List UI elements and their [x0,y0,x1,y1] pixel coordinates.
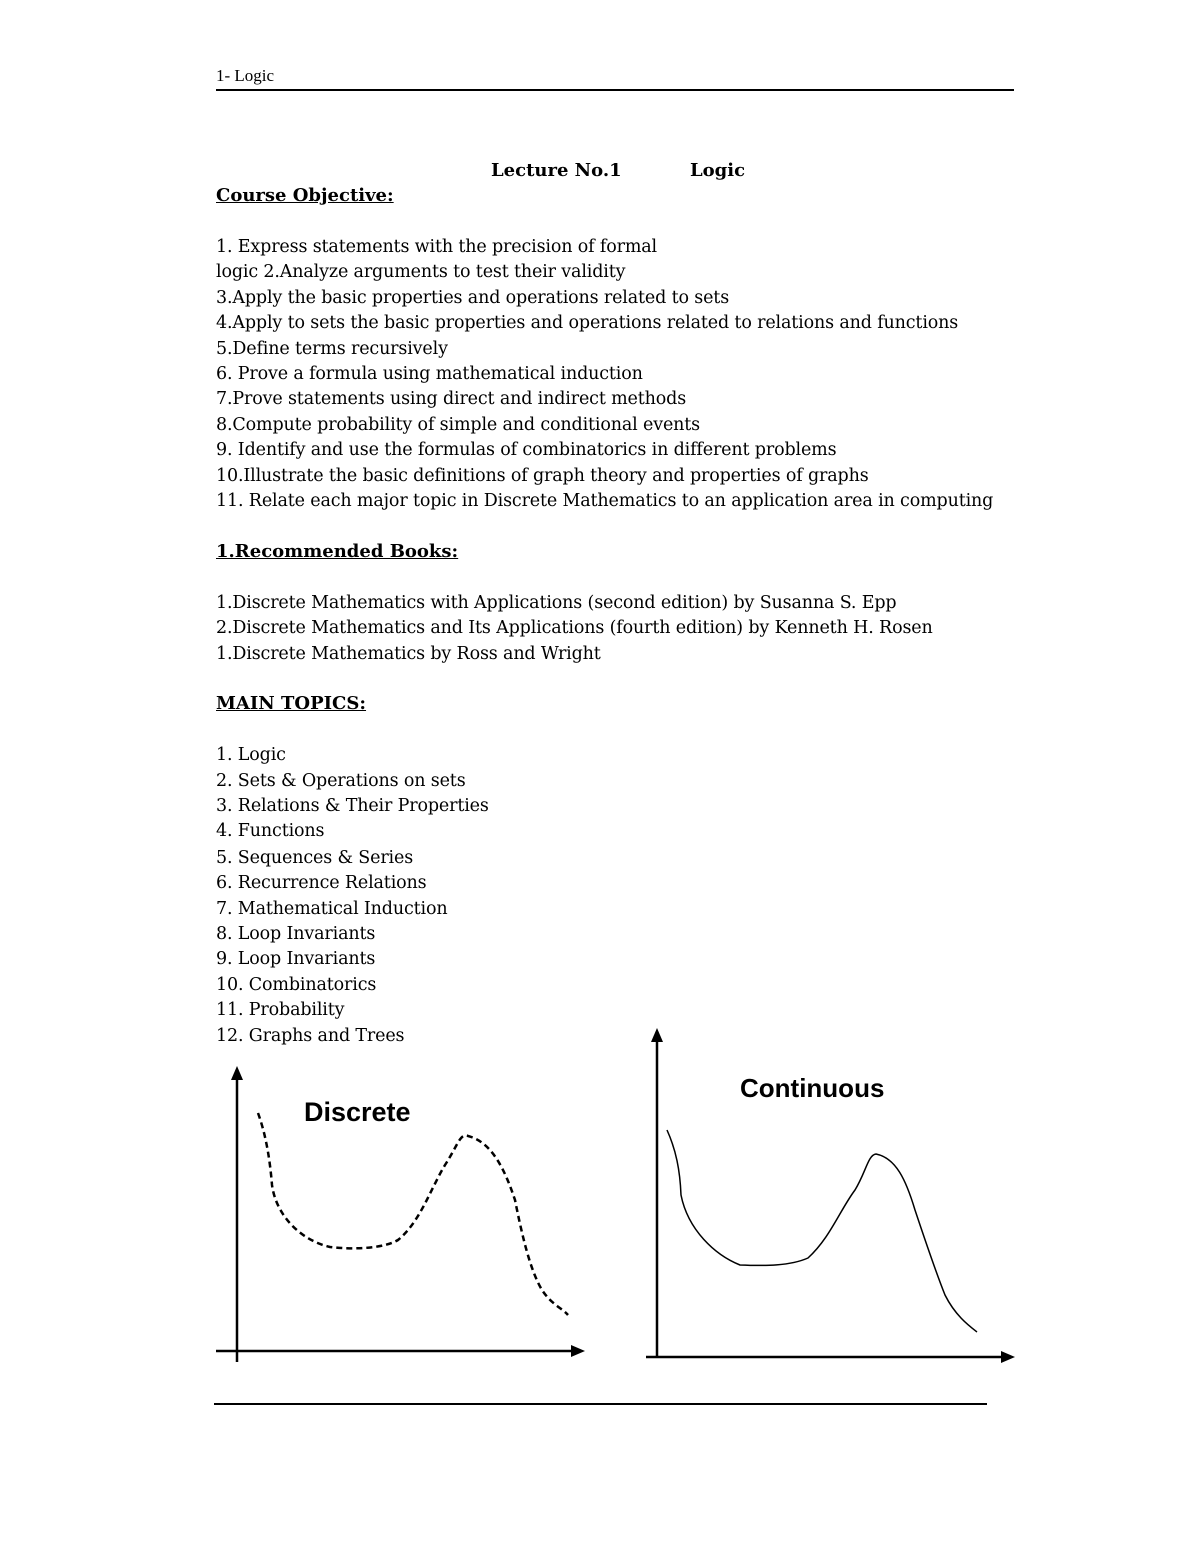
footer-rule [214,1403,987,1405]
objective-line: 5.Define terms recursively [216,339,448,359]
topic-line: 4. Functions [216,821,325,841]
book-line: 2.Discrete Mathematics and Its Applications (fourth edition) by Kenneth H. Rosen [216,618,933,638]
continuous-curve [667,1130,977,1332]
topic-line: 5. Sequences & Series [216,848,414,868]
topic-line: 8. Loop Invariants [216,924,376,944]
book-line: 1.Discrete Mathematics with Applications (second edition) by Susanna S. Epp [216,593,897,613]
objective-line: 11. Relate each major topic in Discrete Mathematics to an application area in computing [216,491,994,511]
main-topics-heading: MAIN TOPICS: [216,693,367,714]
topic-line: 12. Graphs and Trees [216,1026,405,1046]
continuous-label: Continuous [740,1073,885,1103]
objective-line: 4.Apply to sets the basic properties and operations related to relations and functions [216,313,959,333]
objective-line: 8.Compute probability of simple and conditional events [216,415,701,435]
objective-line: 9. Identify and use the formulas of combinatorics in different problems [216,440,837,460]
topic-line: 6. Recurrence Relations [216,873,427,893]
recommended-books-heading: 1.Recommended Books: [216,541,459,562]
topic-line: 11. Probability [216,1000,345,1020]
book-line: 1.Discrete Mathematics by Ross and Wright [216,644,601,664]
lecture-number: Lecture No.1 [491,160,622,181]
topic-line: 10. Combinatorics [216,975,377,995]
discrete-label: Discrete [304,1097,411,1127]
topic-line: 7. Mathematical Induction [216,899,448,919]
objective-line: 10.Illustrate the basic definitions of graph theory and properties of graphs [216,466,869,486]
course-objective-heading: Course Objective: [216,185,394,206]
objective-line: 6. Prove a formula using mathematical induction [216,364,643,384]
topic-line: 3. Relations & Their Properties [216,796,489,816]
objective-line: 1. Express statements with the precision of formal [216,237,657,257]
running-header: 1- Logic [216,66,275,85]
discrete-curve [258,1113,568,1315]
topic-line: 1. Logic [216,745,286,765]
lecture-topic: Logic [690,160,746,181]
objective-line: 3.Apply the basic properties and operations related to sets [216,288,730,308]
topic-line: 9. Loop Invariants [216,949,376,969]
topic-line: 2. Sets & Operations on sets [216,771,466,791]
objective-line: 7.Prove statements using direct and indirect methods [216,389,687,409]
objective-line: logic 2.Analyze arguments to test their validity [216,262,626,282]
